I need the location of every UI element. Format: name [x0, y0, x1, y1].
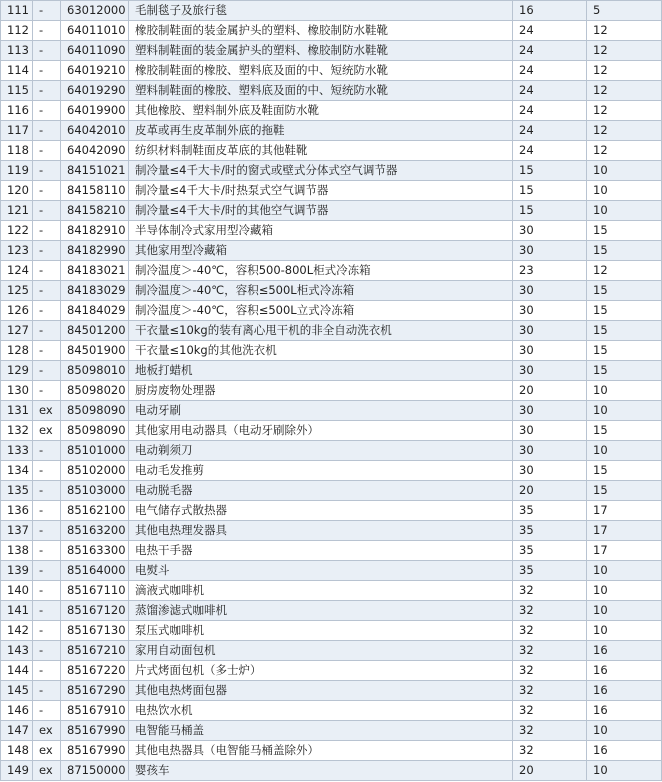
product-name-cell: 制冷量≤4千大卡/时热泵式空气调节器: [129, 181, 513, 201]
ex-flag-cell: -: [33, 521, 61, 541]
row-number-cell: 145: [1, 681, 33, 701]
tariff-table-body: [1, 1, 662, 781]
ex-flag-cell: -: [33, 61, 61, 81]
tariff-code-cell: 85103000: [61, 481, 129, 501]
product-name-cell: 制冷温度＞-40℃，容积≤500L柜式冷冻箱: [129, 281, 513, 301]
ex-flag-cell: -: [33, 661, 61, 681]
row-number-cell: 132: [1, 421, 33, 441]
row-number-cell: 149: [1, 761, 33, 781]
mfn-rate-cell: 30: [513, 421, 587, 441]
provisional-rate-cell: 12: [587, 141, 662, 161]
ex-flag-cell: -: [33, 281, 61, 301]
product-name-cell: 纺织材料制鞋面皮革底的其他鞋靴: [129, 141, 513, 161]
product-name-cell: 片式烤面包机（多士炉）: [129, 661, 513, 681]
product-name-cell: 电智能马桶盖: [129, 721, 513, 741]
table-row: [1, 241, 662, 261]
ex-flag-cell: -: [33, 641, 61, 661]
ex-flag-cell: -: [33, 561, 61, 581]
tariff-code-cell: 64019290: [61, 81, 129, 101]
tariff-code-cell: 64042090: [61, 141, 129, 161]
ex-flag-cell: ex: [33, 761, 61, 781]
provisional-rate-cell: 17: [587, 501, 662, 521]
product-name-cell: 制冷温度＞-40℃，容积≤500L立式冷冻箱: [129, 301, 513, 321]
tariff-code-cell: 84158210: [61, 201, 129, 221]
ex-flag-cell: ex: [33, 741, 61, 761]
ex-flag-cell: -: [33, 501, 61, 521]
mfn-rate-cell: 30: [513, 361, 587, 381]
row-number-cell: 147: [1, 721, 33, 741]
ex-flag-cell: -: [33, 581, 61, 601]
provisional-rate-cell: 15: [587, 241, 662, 261]
tariff-code-cell: 85101000: [61, 441, 129, 461]
provisional-rate-cell: 12: [587, 101, 662, 121]
tariff-code-cell: 85167990: [61, 721, 129, 741]
table-row: [1, 121, 662, 141]
provisional-rate-cell: 16: [587, 661, 662, 681]
row-number-cell: 134: [1, 461, 33, 481]
tariff-code-cell: 85098090: [61, 401, 129, 421]
table-row: [1, 41, 662, 61]
mfn-rate-cell: 15: [513, 201, 587, 221]
mfn-rate-cell: 15: [513, 161, 587, 181]
mfn-rate-cell: 24: [513, 61, 587, 81]
tariff-code-cell: 85162100: [61, 501, 129, 521]
table-row: [1, 581, 662, 601]
table-row: [1, 461, 662, 481]
table-row: [1, 701, 662, 721]
mfn-rate-cell: 23: [513, 261, 587, 281]
tariff-code-cell: 85098090: [61, 421, 129, 441]
mfn-rate-cell: 32: [513, 681, 587, 701]
mfn-rate-cell: 30: [513, 321, 587, 341]
tariff-code-cell: 85167220: [61, 661, 129, 681]
row-number-cell: 116: [1, 101, 33, 121]
ex-flag-cell: -: [33, 301, 61, 321]
row-number-cell: 143: [1, 641, 33, 661]
table-row: [1, 481, 662, 501]
product-name-cell: 干衣量≤10kg的其他洗衣机: [129, 341, 513, 361]
product-name-cell: 电熨斗: [129, 561, 513, 581]
product-name-cell: 制冷量≤4千大卡/时的窗式或壁式分体式空气调节器: [129, 161, 513, 181]
product-name-cell: 电热饮水机: [129, 701, 513, 721]
provisional-rate-cell: 15: [587, 421, 662, 441]
ex-flag-cell: -: [33, 141, 61, 161]
provisional-rate-cell: 15: [587, 301, 662, 321]
ex-flag-cell: -: [33, 181, 61, 201]
provisional-rate-cell: 10: [587, 601, 662, 621]
ex-flag-cell: -: [33, 701, 61, 721]
tariff-code-cell: 85164000: [61, 561, 129, 581]
row-number-cell: 139: [1, 561, 33, 581]
product-name-cell: 蒸馏渗滤式咖啡机: [129, 601, 513, 621]
tariff-code-cell: 64011090: [61, 41, 129, 61]
mfn-rate-cell: 32: [513, 621, 587, 641]
mfn-rate-cell: 32: [513, 721, 587, 741]
row-number-cell: 138: [1, 541, 33, 561]
product-name-cell: 电动剃须刀: [129, 441, 513, 461]
ex-flag-cell: -: [33, 161, 61, 181]
table-row: [1, 501, 662, 521]
tariff-code-cell: 85102000: [61, 461, 129, 481]
provisional-rate-cell: 10: [587, 761, 662, 781]
row-number-cell: 117: [1, 121, 33, 141]
table-row: [1, 1, 662, 21]
provisional-rate-cell: 15: [587, 361, 662, 381]
tariff-code-cell: 84182990: [61, 241, 129, 261]
table-row: [1, 321, 662, 341]
tariff-code-cell: 85167990: [61, 741, 129, 761]
provisional-rate-cell: 16: [587, 701, 662, 721]
provisional-rate-cell: 16: [587, 641, 662, 661]
mfn-rate-cell: 15: [513, 181, 587, 201]
table-row: [1, 361, 662, 381]
provisional-rate-cell: 12: [587, 81, 662, 101]
provisional-rate-cell: 12: [587, 261, 662, 281]
product-name-cell: 塑料制鞋面的橡胶、塑料底及面的中、短统防水靴: [129, 81, 513, 101]
tariff-code-cell: 84182910: [61, 221, 129, 241]
row-number-cell: 141: [1, 601, 33, 621]
ex-flag-cell: -: [33, 221, 61, 241]
tariff-code-cell: 85163300: [61, 541, 129, 561]
table-row: [1, 541, 662, 561]
table-row: [1, 221, 662, 241]
provisional-rate-cell: 12: [587, 41, 662, 61]
provisional-rate-cell: 16: [587, 741, 662, 761]
row-number-cell: 142: [1, 621, 33, 641]
tariff-code-cell: 85167210: [61, 641, 129, 661]
mfn-rate-cell: 24: [513, 81, 587, 101]
provisional-rate-cell: 17: [587, 521, 662, 541]
row-number-cell: 123: [1, 241, 33, 261]
mfn-rate-cell: 20: [513, 761, 587, 781]
row-number-cell: 114: [1, 61, 33, 81]
provisional-rate-cell: 5: [587, 1, 662, 21]
mfn-rate-cell: 24: [513, 121, 587, 141]
row-number-cell: 112: [1, 21, 33, 41]
row-number-cell: 148: [1, 741, 33, 761]
product-name-cell: 电动脱毛器: [129, 481, 513, 501]
row-number-cell: 120: [1, 181, 33, 201]
product-name-cell: 其他电热烤面包器: [129, 681, 513, 701]
row-number-cell: 129: [1, 361, 33, 381]
mfn-rate-cell: 32: [513, 701, 587, 721]
product-name-cell: 橡胶制鞋面的橡胶、塑料底及面的中、短统防水靴: [129, 61, 513, 81]
table-row: [1, 81, 662, 101]
ex-flag-cell: -: [33, 381, 61, 401]
ex-flag-cell: -: [33, 481, 61, 501]
row-number-cell: 119: [1, 161, 33, 181]
table-row: [1, 21, 662, 41]
row-number-cell: 124: [1, 261, 33, 281]
ex-flag-cell: -: [33, 601, 61, 621]
tariff-code-cell: 85167290: [61, 681, 129, 701]
tariff-code-cell: 64042010: [61, 121, 129, 141]
row-number-cell: 130: [1, 381, 33, 401]
provisional-rate-cell: 15: [587, 321, 662, 341]
row-number-cell: 131: [1, 401, 33, 421]
ex-flag-cell: -: [33, 541, 61, 561]
product-name-cell: 地板打蜡机: [129, 361, 513, 381]
mfn-rate-cell: 35: [513, 521, 587, 541]
ex-flag-cell: -: [33, 361, 61, 381]
mfn-rate-cell: 30: [513, 461, 587, 481]
provisional-rate-cell: 10: [587, 381, 662, 401]
tariff-code-cell: 85167910: [61, 701, 129, 721]
provisional-rate-cell: 10: [587, 201, 662, 221]
provisional-rate-cell: 10: [587, 181, 662, 201]
product-name-cell: 塑料制鞋面的装金属护头的塑料、橡胶制防水鞋靴: [129, 41, 513, 61]
provisional-rate-cell: 15: [587, 341, 662, 361]
mfn-rate-cell: 32: [513, 581, 587, 601]
ex-flag-cell: -: [33, 101, 61, 121]
mfn-rate-cell: 30: [513, 341, 587, 361]
provisional-rate-cell: 10: [587, 401, 662, 421]
provisional-rate-cell: 12: [587, 121, 662, 141]
row-number-cell: 137: [1, 521, 33, 541]
product-name-cell: 其他家用型冷藏箱: [129, 241, 513, 261]
mfn-rate-cell: 32: [513, 641, 587, 661]
product-name-cell: 干衣量≤10kg的装有离心甩干机的非全自动洗衣机: [129, 321, 513, 341]
mfn-rate-cell: 32: [513, 741, 587, 761]
tariff-code-cell: 85167120: [61, 601, 129, 621]
tariff-code-cell: 87150000: [61, 761, 129, 781]
product-name-cell: 电热干手器: [129, 541, 513, 561]
tariff-code-cell: 63012000: [61, 1, 129, 21]
provisional-rate-cell: 10: [587, 581, 662, 601]
ex-flag-cell: ex: [33, 721, 61, 741]
ex-flag-cell: -: [33, 341, 61, 361]
table-row: [1, 741, 662, 761]
table-row: [1, 341, 662, 361]
row-number-cell: 146: [1, 701, 33, 721]
table-row: [1, 421, 662, 441]
ex-flag-cell: -: [33, 441, 61, 461]
tariff-code-cell: 84501200: [61, 321, 129, 341]
row-number-cell: 126: [1, 301, 33, 321]
mfn-rate-cell: 30: [513, 241, 587, 261]
mfn-rate-cell: 30: [513, 281, 587, 301]
provisional-rate-cell: 15: [587, 281, 662, 301]
product-name-cell: 滴液式咖啡机: [129, 581, 513, 601]
table-row: [1, 301, 662, 321]
table-row: [1, 61, 662, 81]
product-name-cell: 厨房废物处理器: [129, 381, 513, 401]
product-name-cell: 电动毛发推剪: [129, 461, 513, 481]
provisional-rate-cell: 15: [587, 221, 662, 241]
product-name-cell: 家用自动面包机: [129, 641, 513, 661]
table-row: [1, 641, 662, 661]
ex-flag-cell: -: [33, 41, 61, 61]
tariff-code-cell: 85098020: [61, 381, 129, 401]
product-name-cell: 电气储存式散热器: [129, 501, 513, 521]
product-name-cell: 制冷量≤4千大卡/时的其他空气调节器: [129, 201, 513, 221]
ex-flag-cell: -: [33, 321, 61, 341]
product-name-cell: 制冷温度＞-40℃，容积500-800L柜式冷冻箱: [129, 261, 513, 281]
row-number-cell: 128: [1, 341, 33, 361]
mfn-rate-cell: 16: [513, 1, 587, 21]
tariff-code-cell: 84158110: [61, 181, 129, 201]
table-row: [1, 521, 662, 541]
product-name-cell: 其他家用电动器具（电动牙刷除外）: [129, 421, 513, 441]
product-name-cell: 其他电热器具（电智能马桶盖除外）: [129, 741, 513, 761]
mfn-rate-cell: 30: [513, 401, 587, 421]
ex-flag-cell: -: [33, 621, 61, 641]
ex-flag-cell: -: [33, 21, 61, 41]
row-number-cell: 122: [1, 221, 33, 241]
row-number-cell: 118: [1, 141, 33, 161]
mfn-rate-cell: 35: [513, 561, 587, 581]
mfn-rate-cell: 30: [513, 301, 587, 321]
ex-flag-cell: -: [33, 681, 61, 701]
table-row: [1, 621, 662, 641]
ex-flag-cell: ex: [33, 401, 61, 421]
ex-flag-cell: -: [33, 81, 61, 101]
mfn-rate-cell: 35: [513, 541, 587, 561]
provisional-rate-cell: 10: [587, 721, 662, 741]
row-number-cell: 115: [1, 81, 33, 101]
mfn-rate-cell: 35: [513, 501, 587, 521]
product-name-cell: 毛制毯子及旅行毯: [129, 1, 513, 21]
table-row: [1, 441, 662, 461]
provisional-rate-cell: 10: [587, 621, 662, 641]
row-number-cell: 121: [1, 201, 33, 221]
table-row: [1, 201, 662, 221]
product-name-cell: 其他电热理发器具: [129, 521, 513, 541]
provisional-rate-cell: 10: [587, 441, 662, 461]
product-name-cell: 皮革或再生皮革制外底的拖鞋: [129, 121, 513, 141]
provisional-rate-cell: 12: [587, 21, 662, 41]
table-row: [1, 161, 662, 181]
mfn-rate-cell: 32: [513, 661, 587, 681]
product-name-cell: 电动牙刷: [129, 401, 513, 421]
provisional-rate-cell: 12: [587, 61, 662, 81]
table-row: [1, 721, 662, 741]
provisional-rate-cell: 10: [587, 561, 662, 581]
table-row: [1, 681, 662, 701]
provisional-rate-cell: 15: [587, 481, 662, 501]
table-row: [1, 561, 662, 581]
tariff-code-cell: 85098010: [61, 361, 129, 381]
product-name-cell: 其他橡胶、塑料制外底及鞋面防水靴: [129, 101, 513, 121]
mfn-rate-cell: 24: [513, 141, 587, 161]
row-number-cell: 133: [1, 441, 33, 461]
provisional-rate-cell: 15: [587, 461, 662, 481]
row-number-cell: 111: [1, 1, 33, 21]
ex-flag-cell: -: [33, 121, 61, 141]
tariff-code-cell: 64011010: [61, 21, 129, 41]
table-row: [1, 401, 662, 421]
mfn-rate-cell: 30: [513, 441, 587, 461]
table-row: [1, 281, 662, 301]
provisional-rate-cell: 17: [587, 541, 662, 561]
row-number-cell: 113: [1, 41, 33, 61]
product-name-cell: 泵压式咖啡机: [129, 621, 513, 641]
product-name-cell: 婴孩车: [129, 761, 513, 781]
mfn-rate-cell: 24: [513, 41, 587, 61]
product-name-cell: 半导体制冷式家用型冷藏箱: [129, 221, 513, 241]
table-row: [1, 381, 662, 401]
table-row: [1, 601, 662, 621]
table-row: [1, 761, 662, 781]
provisional-rate-cell: 16: [587, 681, 662, 701]
mfn-rate-cell: 20: [513, 381, 587, 401]
ex-flag-cell: -: [33, 261, 61, 281]
ex-flag-cell: -: [33, 1, 61, 21]
table-row: [1, 101, 662, 121]
tariff-code-cell: 85167130: [61, 621, 129, 641]
table-row: [1, 141, 662, 161]
mfn-rate-cell: 24: [513, 21, 587, 41]
tariff-code-cell: 84501900: [61, 341, 129, 361]
tariff-code-cell: 84183029: [61, 281, 129, 301]
mfn-rate-cell: 24: [513, 101, 587, 121]
tariff-code-cell: 84183021: [61, 261, 129, 281]
tariff-code-cell: 85163200: [61, 521, 129, 541]
table-row: [1, 661, 662, 681]
product-name-cell: 橡胶制鞋面的装金属护头的塑料、橡胶制防水鞋靴: [129, 21, 513, 41]
provisional-rate-cell: 10: [587, 161, 662, 181]
ex-flag-cell: -: [33, 461, 61, 481]
tariff-code-cell: 85167110: [61, 581, 129, 601]
table-row: [1, 261, 662, 281]
row-number-cell: 140: [1, 581, 33, 601]
ex-flag-cell: ex: [33, 421, 61, 441]
tariff-code-cell: 84151021: [61, 161, 129, 181]
tariff-code-cell: 64019900: [61, 101, 129, 121]
ex-flag-cell: -: [33, 241, 61, 261]
row-number-cell: 136: [1, 501, 33, 521]
ex-flag-cell: -: [33, 201, 61, 221]
mfn-rate-cell: 32: [513, 601, 587, 621]
row-number-cell: 125: [1, 281, 33, 301]
tariff-code-cell: 64019210: [61, 61, 129, 81]
tariff-code-cell: 84184029: [61, 301, 129, 321]
row-number-cell: 127: [1, 321, 33, 341]
row-number-cell: 135: [1, 481, 33, 501]
mfn-rate-cell: 20: [513, 481, 587, 501]
mfn-rate-cell: 30: [513, 221, 587, 241]
row-number-cell: 144: [1, 661, 33, 681]
table-row: [1, 181, 662, 201]
